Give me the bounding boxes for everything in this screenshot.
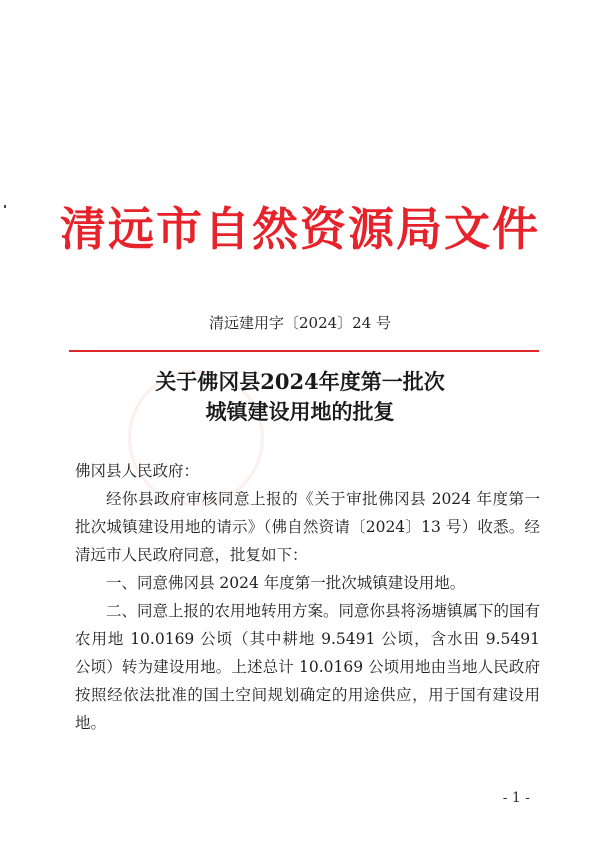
document-number: 清远建用字〔2024〕24 号 xyxy=(208,314,392,332)
body-paragraph: 经你县政府审核同意上报的《关于审批佛冈县 2024 年度第一批次城镇建设用地的请示》（佛自然资请〔2024〕13 号）收悉。经清远市人民政府同意，批复如下： xyxy=(75,490,540,564)
document-body xyxy=(75,457,540,737)
page-number: - 1 - xyxy=(502,790,530,806)
body-paragraph: 二、同意上报的农用地转用方案。同意你县将汤塘镇属下的国有农用地 10.0169 公顷（其中耕地 9.5491 公顷，含水田 9.5491 公顷）转为建设用地。上述总计 10.0169 公顷用地由当地人民政府按照经依法批准的国土空间规划确定的用途供应，用于国有建设用地。 xyxy=(75,602,541,732)
document-title-line-1: 关于佛冈县2024年度第一批次 xyxy=(155,369,445,394)
document-title-line-2: 城镇建设用地的批复 xyxy=(205,399,395,424)
document-title xyxy=(0,367,600,427)
red-divider-line xyxy=(69,350,539,352)
document-header-title: 清远市自然资源局文件 xyxy=(60,202,540,256)
salutation: 佛冈县人民政府： xyxy=(75,462,200,480)
body-paragraph: 一、同意佛冈县 2024 年度第一批次城镇建设用地。 xyxy=(106,574,466,592)
